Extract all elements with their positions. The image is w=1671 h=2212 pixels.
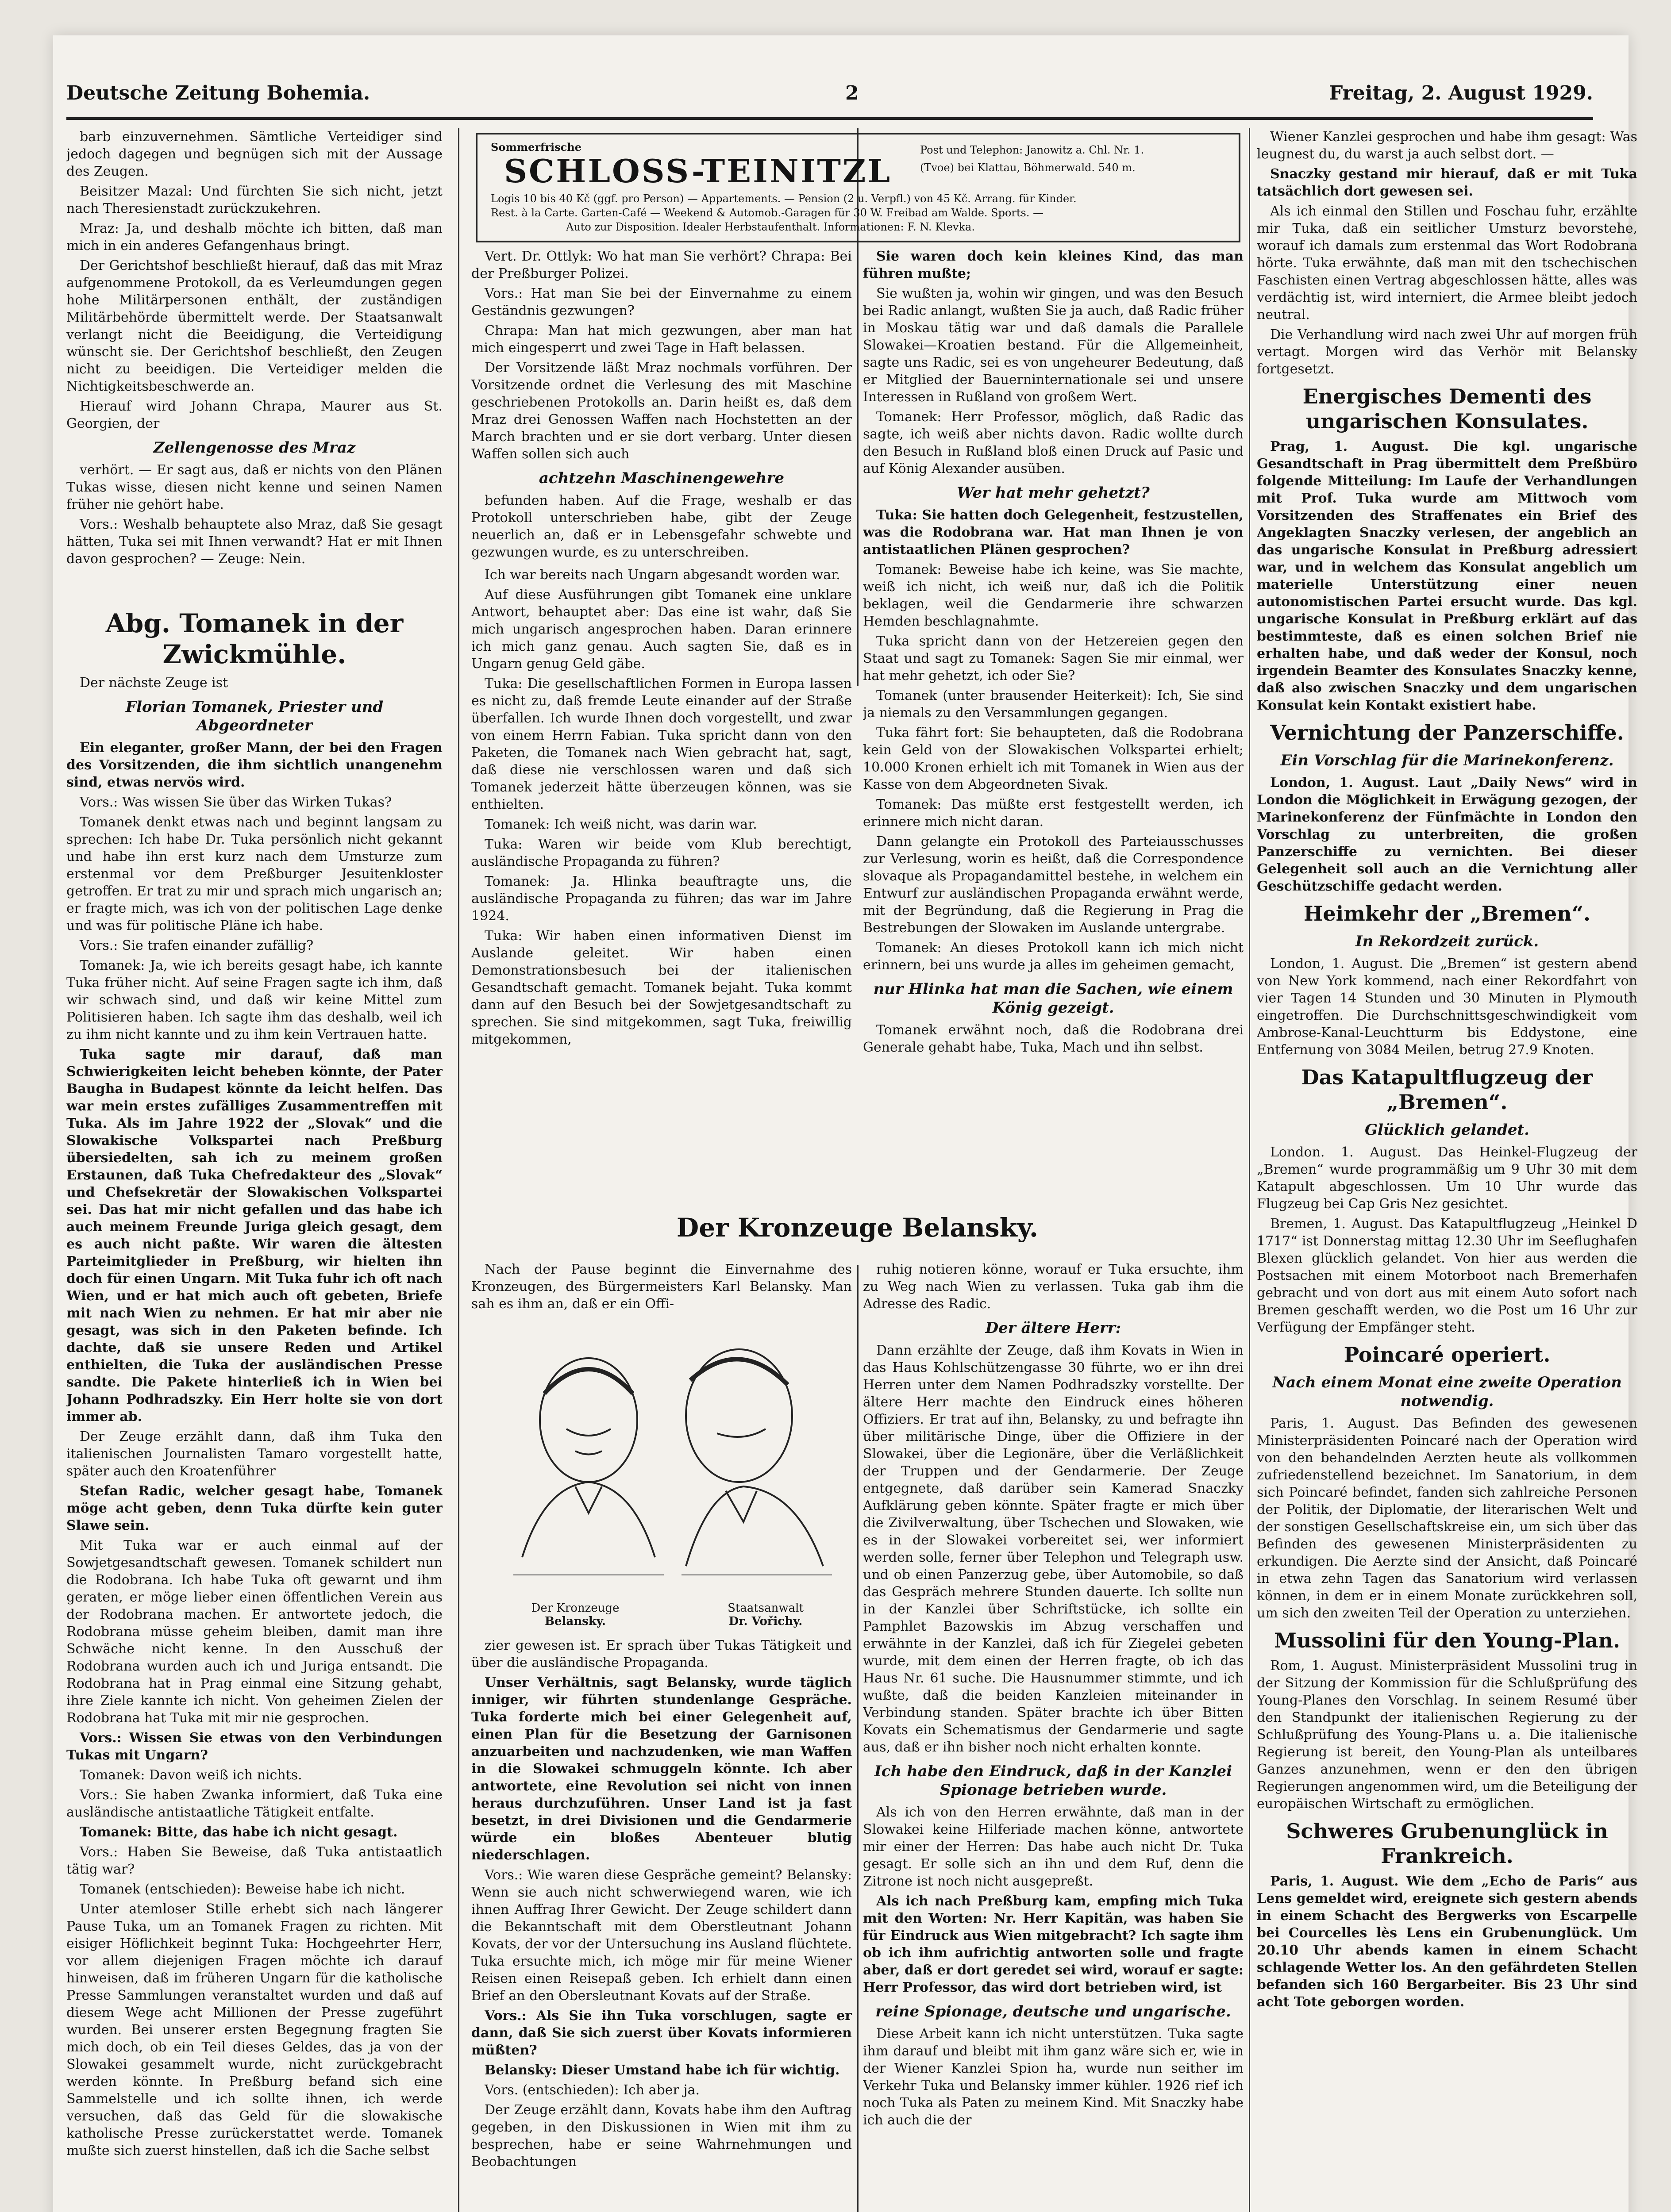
ad-line: Post und Telephon: Janowitz a. Chl. Nr. 1. xyxy=(920,144,1144,156)
headline: Abg. Tomanek in der Zwickmühle. xyxy=(105,608,404,669)
paragraph: Chrapa: Man hat mich gezwungen, aber man hat mich eingesperrt und zwei Tage in Haft belassen. xyxy=(471,323,852,356)
subheading: Florian Tomanek, Priester und Abgeordneter xyxy=(125,698,384,734)
column-divider-3 xyxy=(1249,128,1250,2212)
paragraph: Vors.: Hat man Sie bei der Einvernahme zu einem Geständnis gezwungen? xyxy=(471,286,852,319)
subheading: Ein Vorschlag für die Marinekonferenz. xyxy=(1280,752,1614,769)
header-rule xyxy=(66,117,1593,120)
paragraph: Vors.: Sie trafen einander zufällig? xyxy=(80,938,314,953)
paragraph: Vors.: Sie haben Zwanka informiert, daß Tuka eine ausländische antistaatliche Tätigkeit entfalte. xyxy=(66,1787,443,1820)
paragraph: Tomanek: Ja, wie ich bereits gesagt habe, ich kannte Tuka früher nicht. Auf seine Fragen sagte ich ihm, daß wir schwach sind, und daß wir keine Mittel zum Politisieren haben. Ich sagte ihm das deshalb, weil ich zu ihm nicht kannte und zu ihm kein Vertrauen hatte. xyxy=(66,958,443,1042)
column-1-lower xyxy=(66,602,443,2212)
caption-text: Belansky. xyxy=(545,1615,606,1628)
paragraph: Sie waren doch kein kleines Kind, das man führen mußte; xyxy=(863,249,1244,281)
paragraph: Als ich einmal den Stillen und Foschau fuhr, erzählte mir Tuka, daß ein seitlicher Umsturz bevorstehe, worauf ich damals zum erstenmal das Wort Rodobrana hörte. Tuka erwähnte, daß man mit den tschechischen Faschisten einen Vertrag abgeschlossen hätte, alles was verdächtig ist, wird interniert, die Armee bleibt jedoch neutral. xyxy=(1257,204,1637,323)
ad-line: Rest. à la Carte. Garten-Café — Weekend & Automob.-Garagen für 30 W. Freibad am Walde. Sports. — xyxy=(491,207,1044,219)
paragraph: Mraz: Ja, und deshalb möchte ich bitten, daß man mich in ein anderes Gefangenhaus bringt. xyxy=(66,221,443,253)
masthead-left: Deutsche Zeitung Bohemia. xyxy=(66,82,370,104)
paragraph: Tomanek: Bitte, das habe ich nicht gesagt. xyxy=(80,1824,398,1840)
paragraph: Tomanek denkt etwas nach und beginnt langsam zu sprechen: Ich habe Dr. Tuka persönlich nicht gekannt und habe ihn erst kurz nach dem Umsturze zum erstenmal vor dem Preßburger Jesuitenkloster getroffen. Er trat zu mir und sprach mich ungarisch an; er fragte mich, was ich von der politischen Lage denke und was für politische Pläne ich habe. xyxy=(66,814,443,933)
caption-left xyxy=(500,1601,651,1628)
paragraph: Tuka sagte mir darauf, daß man Schwierigkeiten leicht beheben könnte, der Pater Baugha in Budapest könnte da leicht helfen. Das war mein erstes zufälliges Zusammentreffen mit Tuka. Als im Jahre 1922 der „Slovak“ und die Slowakische Volkspartei nach Preßburg übersiedelten, sah ich zu meinem großen Erstaunen, daß Tuka Chefredakteur des „Slovak“ und Chefsekretär der Slowakischen Volkspartei sei. Das hat mir nicht gefallen und das habe ich auch meinem Freunde Juriga gleich gesagt, dem es auch nicht paßte. Wir waren die ältesten Parteimitglieder in Preßburg, wir hielten ihn doch für einen Ungarn. Mit Tuka fuhr ich oft nach Wien, und er hat mich auch oft gebeten, Briefe mit nach Wien zu nehmen. Er hat mir aber nie gesagt, was sich in den Paketen befinde. Ich dachte, daß sie unsere Reden und Artikel enthielten, die Tuka der ausländischen Presse sandte. Die Pakete hinterließ ich in Wien bei Johann Podhradszky. Ein Herr holte sie von dort immer ab. xyxy=(66,1047,443,1425)
ad-line: Auto zur Disposition. Idealer Herbstaufenthalt. Informationen: F. N. Klevka. xyxy=(566,221,975,233)
subheading: Zellengenosse des Mraz xyxy=(153,439,356,457)
column-4 xyxy=(1257,128,1637,2212)
paragraph: Bremen, 1. August. Das Katapultflugzeug „Heinkel D 1717“ ist Donnerstag mittag 12.30 Uhr im Seeflughafen Blexen glücklich gelandet. Von hier aus werden die Postsachen mit einem Motorboot nach Bremerhafen gebracht und von dort aus mit einem Auto sofort nach Bremen geschafft werden, wo die Post um 16 Uhr zur Verfügung der Empfänger steht. xyxy=(1257,1216,1637,1335)
headline: Mussolini für den Young-Plan. xyxy=(1274,1628,1621,1652)
subheading: nur Hlinka hat man die Sachen, wie einem König gezeigt. xyxy=(873,980,1233,1017)
paragraph: London, 1. August. Laut „Daily News“ wird in London die Möglichkeit in Erwägung gezogen, der Marinekonferenz der Fünfmächte in London den Vorschlag zu unterbreiten, die großen Panzerschiffe zu vernichten. Bei dieser Gelegenheit soll auch an die Vernichtung aller Geschützschiffe gedacht werden. xyxy=(1257,775,1637,894)
paragraph: Rom, 1. August. Ministerpräsident Mussolini trug in der Sitzung der Kommission für die Schlußprüfung des Young-Planes den Vorschlag. In seinem Resumé über den Standpunkt der italienischen Regierung zu der Schlußprüfung des Young-Plans u. a. Die italienische Regierung ist bereit, den Young-Plan als unteilbares Ganzes anzunehmen, wenn er den den übrigen Regierungen angenommen wird, um die Beteiligung der europäischen Wirtschaft zu ermöglichen. xyxy=(1257,1658,1637,1812)
paragraph: Tomanek: An dieses Protokoll kann ich mich nicht erinnern, bei uns wurde ja alles im geheimen gemacht, xyxy=(863,940,1244,973)
paragraph: Nach der Pause beginnt die Einvernahme des Kronzeugen, des Bürgermeisters Karl Belansky. Man sah es ihm an, daß er ein Offi- xyxy=(471,1262,852,1312)
paragraph: Hierauf wird Johann Chrapa, Maurer aus St. Georgien, der xyxy=(66,399,443,431)
subheading: reine Spionage, deutsche und ungarische. xyxy=(875,2003,1231,2020)
kronzeuge-left xyxy=(471,1637,852,2212)
paragraph: London, 1. August. Die „Bremen“ ist gestern abend von New York kommend, nach einer Rekordfahrt von vier Tagen 14 Stunden und 30 Minuten in Plymouth eingetroffen. Die Durchschnittsgeschwindigkeit vom Ambrose-Kanal-Leuchtturm bis Eddystone, eine Entfernung von 3084 Meilen, betrug 27.9 Knoten. xyxy=(1257,956,1637,1058)
paragraph: Tuka spricht dann von der Hetzereien gegen den Staat und sagt zu Tomanek: Sagen Sie mir einmal, wer hat mehr gehetzt, ich oder Sie? xyxy=(863,634,1244,684)
page-header xyxy=(66,82,1593,113)
paragraph: Der nächste Zeuge ist xyxy=(80,675,228,691)
paragraph: Der Vorsitzende läßt Mraz nochmals vorführen. Der Vorsitzende ordnet die Verlesung des mit Maschine geschriebenen Protokolls an. Darin heißt es, daß dem Mraz drei Genossen Waffen nach Hochstetten an der March brachten und er sie dort verbarg. Unter diesen Waffen sollen sich auch xyxy=(471,360,852,462)
paragraph: Vors.: Weshalb behauptete also Mraz, daß Sie gesagt hätten, Tuka sei mit Ihnen verwandt? Hat er mit Ihnen davon gesprochen? — Zeuge: Nein. xyxy=(66,517,443,567)
masthead-date: Freitag, 2. August 1929. xyxy=(1329,82,1593,104)
ad-line: Logis 10 bis 40 Kč (ggf. pro Person) — Appartements. — Pension (2 u. Verpfl.) von 45 Kč. Arrang. für Kinder. xyxy=(491,192,1077,205)
headline: Der Kronzeuge Belansky. xyxy=(676,1213,1039,1243)
paragraph: Beisitzer Mazal: Und fürchten Sie sich nicht, jetzt nach Theresienstadt zurückzukehren. xyxy=(66,184,443,216)
ad-pretitle: Sommerfrische xyxy=(491,141,581,154)
ad-line: (Tvoe) bei Klattau, Böhmerwald. 540 m. xyxy=(920,161,1136,174)
paragraph: Vors.: Was wissen Sie über das Wirken Tukas? xyxy=(80,795,392,810)
paragraph: London. 1. August. Das Heinkel-Flugzeug der „Bremen“ wurde programmäßig um 9 Uhr 30 mit dem Katapult abgeschlossen. Um 10 Uhr wurde das Flugzeug bei Cap Gris Nez gesichtet. xyxy=(1257,1144,1637,1212)
paragraph: ruhig notieren könne, worauf er Tuka ersuchte, ihm zu Weg nach Wien zu verlassen. Tuka gab ihm die Adresse des Radic. xyxy=(863,1262,1244,1312)
kronzeuge-intro xyxy=(471,1261,852,1327)
headline: Poincaré operiert. xyxy=(1344,1343,1551,1367)
paragraph: verhört. — Er sagt aus, daß er nichts von den Plänen Tukas wisse, diesen nicht kenne und seinen Namen früher nie gehört habe. xyxy=(66,462,443,512)
paragraph: Tomanek erwähnt noch, daß die Rodobrana drei Generale gehabt habe, Tuka, Mach und ihn selbst. xyxy=(863,1022,1244,1055)
paragraph: Der Zeuge erzählt dann, Kovats habe ihm den Auftrag gegeben, in den Diskussionen in Wien mit ihm zu besprechen, habe er seine Wahrnehmungen und Beobachtungen xyxy=(471,2102,852,2170)
paragraph: barb einzuvernehmen. Sämtliche Verteidiger sind jedoch dagegen und begnügen sich mit der Aussage des Zeugen. xyxy=(66,129,443,179)
paragraph: Diese Arbeit kann ich nicht unterstützen. Tuka sagte ihm darauf und bleibt mit ihm ganz wäre sich er, wie in der Wiener Kanzlei Spion ha, wurde nun seither im Verkehr Tuka und Belansky immer kühler. 1926 rief ich noch Tuka als Paten zu meinem Kind. Mit Snaczky habe ich auch die der xyxy=(863,2026,1244,2128)
paragraph: Der Gerichtshof beschließt hierauf, daß das mit Mraz aufgenommene Protokoll, da es Verleumdungen gegen hohe Militärpersonen enthält, der zuständigen Militärbehörde übermittelt werde. Der Staatsanwalt verlangt nicht die Beeidigung, die Verteidigung wünscht sie. Der Gerichtshof beschließt, den Zeugen nicht zu beeidigen. Die Verteidiger melden die Nichtigkeitsbeschwerde an. xyxy=(66,258,443,394)
paragraph: Tuka: Sie hatten doch Gelegenheit, festzustellen, was die Rodobrana war. Hat man Ihnen je von antistaatlichen Plänen gesprochen? xyxy=(863,507,1244,557)
paragraph: Tomanek: Ja. Hlinka beauftragte uns, die ausländische Propaganda zu führen; das war im Jahre 1924. xyxy=(471,874,852,924)
paragraph: Vors.: Haben Sie Beweise, daß Tuka antistaatlich tätig war? xyxy=(66,1844,443,1877)
paragraph: Wiener Kanzlei gesprochen und habe ihm gesagt: Was leugnest du, du warst ja auch selbst dort. — xyxy=(1257,129,1637,162)
subheading: Wer hat mehr gehetzt? xyxy=(957,484,1150,502)
paragraph: Belansky: Dieser Umstand habe ich für wichtig. xyxy=(485,2062,840,2078)
paragraph: Tomanek: Davon weiß ich nichts. xyxy=(80,1767,302,1783)
paragraph: Tuka: Wir haben einen informativen Dienst im Auslande geleitet. Wir haben einen Demonstrationsbesuch bei der italienischen Gesandtschaft gemacht. Tomanek bejaht. Tuka kommt dann auf den Besuch bei der Sowjetgesandtschaft zu sprechen. Sie sind mitgekommen, sagt Tuka, freiwillig mitgekommen, xyxy=(471,928,852,1047)
headline: Heimkehr der „Bremen“. xyxy=(1303,902,1591,926)
paragraph: zier gewesen ist. Er sprach über Tukas Tätigkeit und über die ausländische Propaganda. xyxy=(471,1638,852,1671)
paragraph: Unter atemloser Stille erhebt sich nach längerer Pause Tuka, um an Tomanek Fragen zu richten. Mit eisiger Höflichkeit beginnt Tuka: Hochgeehrter Herr, vor allem diejenigen Fragen möchte ich darauf hinweisen, daß im früheren Ungarn für die katholische Presse Sammlungen veranstaltet wurden und daß auf diesem Wege acht Millionen der Presse zugeführt wurden. Bei unserer ersten Begegnung fragten Sie mich doch, ob ein Teil dieses Geldes, das ja von der Slowakei gesammelt wurde, nicht zurückgebracht werden könnte. In Preßburg befand sich eine Sammelstelle und ich sollte ihnen, ich werde versuchen, daß das Geld für die slowakische katholische Presse zurückerstattet werde. Tomanek mußte sich zuerst hinstellen, daß ich die Sache selbst xyxy=(66,1901,443,2158)
paragraph: Auf diese Ausführungen gibt Tomanek eine unklare Antwort, behauptet aber: Das eine ist wahr, daß Sie mich ungarisch angesprochen haben. Daran erinnere ich mich ganz genau. Auch sagten Sie, daß es in Ungarn genug Geld gäbe. xyxy=(471,587,852,672)
paragraph: Dann erzählte der Zeuge, daß ihm Kovats in Wien in das Haus Kohlschützengasse 30 führte, wo er ihn drei Herren unter dem Namen Podhradszky vorstellte. Der ältere Herr machte den Eindruck eines höheren Offiziers. Er trat auf ihn, Belansky, zu und befragte ihn über militärische Dinge, über die Offiziere in der Slowakei, über die Legionäre, über die Verläßlichkeit der Truppen und der Gendarmerie. Der Zeuge entgegnete, daß darüber sein Kamerad Snaczky Aufklärung geben könnte. Später fragte er mich über die Zivilverwaltung, über Tschechen und Slowaken, wie es in der Slowakei vorbereitet sei, wer informiert werden solle, ferner über Telephon und Telegraph usw. und ob einen Panzerzug gebe, über Automobile, so daß das Gespräch mehrere Stunden dauerte. Ich sollte nun in der Kanzlei über Schriftstücke, ich sollte ein Pamphlet Bazowskis im Abzug verschaffen und erwähnte in der Kanzlei, daß ich für Ziegelei gebeten wurde, mit dem einen der Herren fragte, ob ich das Haus Nr. 61 suche. Die Hausnummer stimmte, und ich wußte, daß die beiden Kanzleien miteinander in Verbindung standen. Später brachte ich über Bitten Kovats ein Schematismus der Gendarmerie und sagte aus, daß er ihn bisher noch nicht erhalten konnte. xyxy=(863,1343,1244,1755)
headline: Schweres Grubenunglück in Frankreich. xyxy=(1286,1819,1608,1868)
headline: Vernichtung der Panzerschiffe. xyxy=(1270,721,1624,745)
paragraph: Tuka fährt fort: Sie behaupteten, daß die Rodobrana kein Geld von der Slowakischen Volkspartei erhielt; 10.000 Kronen erhielt ich mit Tomanek in Wien aus der Kasse von dem Abgeordneten Sivak. xyxy=(863,725,1244,792)
paragraph: Tomanek: Beweise habe ich keine, was Sie machte, weiß ich nicht, ich weiß nur, daß ich die Politik beklagen, weil die Gendarmerie ihre schwarzen Hemden beschlagnahmte. xyxy=(863,562,1244,629)
page-number: 2 xyxy=(845,82,859,104)
paragraph: Tomanek: Das müßte erst festgestellt werden, ich erinnere mich nicht daran. xyxy=(863,797,1244,830)
paragraph: Die Verhandlung wird nach zwei Uhr auf morgen früh vertagt. Morgen wird das Verhör mit Belansky fortgesetzt. xyxy=(1257,327,1637,377)
paragraph: Vors.: Als Sie ihn Tuka vorschlugen, sagte er dann, daß Sie sich zuerst über Kovats informieren müßten? xyxy=(471,2008,852,2058)
paragraph: Sie wußten ja, wohin wir gingen, und was den Besuch bei Radic anlangt, wußten Sie ja auch, daß Radic früher in Moskau tätig war und daß damals die Parallele Slowakei—Kroatien bestand. Für die Allgemeinheit, sagte uns Radic, sei es von ungeheurer Bedeutung, daß er Mitglied der Bauerninternationale sei und unsere Interessen in Rußland von großem Wert. xyxy=(863,286,1244,405)
column-divider-2b xyxy=(857,1265,859,2212)
paragraph: Unser Verhältnis, sagt Belansky, wurde täglich inniger, wir führten stundenlange Gespräche. Tuka forderte mich bei einer Gelegenheit auf, einen Plan für die Besetzung der Garnisonen anzuarbeiten und nachzudenken, wie man Waffen in die Slowakei schmuggeln könnte. Ich aber antwortete, eine Revolution sei nicht von innen heraus durchzuführen. Unser Land ist ja fast besetzt, in drei Divisionen und die Gendarmerie würde ein bloßes Abenteuer blutig niederschlagen. xyxy=(471,1675,852,1863)
paragraph: Vors.: Wissen Sie etwas von den Verbindungen Tukas mit Ungarn? xyxy=(66,1730,443,1763)
paragraph: Vert. Dr. Ottlyk: Wo hat man Sie verhört? Chrapa: Bei der Preßburger Polizei. xyxy=(471,249,852,281)
paragraph: Als ich von den Herren erwähnte, daß man in der Slowakei keine Hilferiade machen könne, antwortete mir einer der Herren: Das habe auch nicht Dr. Tuka gesagt. Er solle sich an ihn und dem Ruf, denn die Zitrone ist noch nicht ausgepreßt. xyxy=(863,1805,1244,1889)
headline: Das Katapultflugzeug der „Bremen“. xyxy=(1301,1065,1593,1114)
caption-right xyxy=(690,1601,841,1628)
column-divider-1 xyxy=(458,128,459,2212)
paragraph: Tuka: Die gesellschaftlichen Formen in Europa lassen es nicht zu, daß fremde Leute einander auf der Straße überfallen. Ich wurde Ihnen doch vorgestellt, und zwar von einem Herrn Fabian. Tuka spricht dann von den Paketen, die Tomanek nach Wien gebracht hat, sagt, daß diese nie verschlossen waren und daß sich Tomanek jederzeit hätte überzeugen können, was sie enthielten. xyxy=(471,676,852,812)
subheading: Ich habe den Eindruck, daß in der Kanzlei Spionage betrieben wurde. xyxy=(874,1763,1232,1799)
paragraph: Tomanek: Ich weiß nicht, was darin war. xyxy=(485,817,757,832)
paragraph: Vors.: Wie waren diese Gespräche gemeint? Belansky: Wenn sie auch nicht schwerwiegend waren, wie ich ihnen Auffrag Ihrer Gewicht. Der Zeuge schildert dann die Bekanntschaft mit dem Oberstleutnant Johann Kovats, der vor der Untersuchung ins Ausland flüchtete. Tuka ersuchte mich, ich möge mir für meine Wiener Reisen einen Reisepaß geben. Ich erhielt dann einen Brief an den Obersleutnant Kovats auf der Straße. xyxy=(471,1867,852,2004)
caption-text: Staatsanwalt xyxy=(728,1601,804,1615)
portrait-illustration xyxy=(487,1327,850,1593)
subheading: Nach einem Monat eine zweite Operation notwendig. xyxy=(1272,1374,1622,1410)
paragraph: Der Zeuge erzählt dann, daß ihm Tuka den italienischen Journalisten Tamaro vorgestellt hatte, später auch den Kroatenführer xyxy=(66,1429,443,1479)
paragraph: Als ich nach Preßburg kam, empfing mich Tuka mit den Worten: Nr. Herr Kapitän, was haben Sie für Eindruck aus Wien mitgebracht? Ich sagte ihm ob ich ihm aufrichtig antworten solle und fragte aber, daß er dort geredet sei wird, worauf er sagte: Herr Professor, das wird dort betrieben wird, ist xyxy=(863,1893,1244,1995)
caption-text: Dr. Vořichy. xyxy=(728,1615,803,1628)
paragraph: Mit Tuka war er auch einmal auf der Sowjetgesandtschaft gewesen. Tomanek schildert nun die Rodobrana. Ich habe Tuka oft gewarnt und ihm geraten, er möge lieber einen öffentlichen Verein aus der Rodobrana machen. Er antwortete jedoch, die Rodobrana müsse geheim bleiben, damit man ihre Schwäche nicht kenne. In den Ausschuß der Rodobrana wurden auch ich und Juriga entsandt. Die Rodobrana hat in Prag einmal eine Sitzung gehabt, ihre Ziele kannte ich nicht. Von geheimen Zielen der Rodobrana hat Tuka mit mir nie gesprochen. xyxy=(66,1538,443,1726)
paragraph: befunden haben. Auf die Frage, weshalb er das Protokoll unterschrieben habe, gibt der Zeuge neuerlich an, daß er in Lebensgefahr schwebte und gezwungen wurde, es zu unterschreiben. xyxy=(471,493,852,560)
kronzeuge-right xyxy=(863,1261,1244,2212)
caption-text: Der Kronzeuge xyxy=(531,1601,620,1615)
headline: Energisches Dementi des ungarischen Konsulates. xyxy=(1302,384,1592,433)
paragraph: Paris, 1. August. Wie dem „Echo de Paris“ aus Lens gemeldet wird, ereignete sich gestern abends in einem Schacht des Bergwerks von Escarpelle bei Courcelles lès Lens ein Grubenunglück. Um 20.10 Uhr abends kamen in einem Schacht schlagende Wetter los. An den gefährdeten Stellen befanden sich 160 Bergarbeiter. Bis 23 Uhr sind acht Tote geborgen worden. xyxy=(1257,1874,1637,2010)
subheading: Glücklich gelandet. xyxy=(1364,1121,1530,1139)
paragraph: Snaczky gestand mir hierauf, daß er mit Tuka tatsächlich dort gewesen sei. xyxy=(1257,166,1637,199)
column-2-lower xyxy=(471,566,852,1155)
paragraph: Dann gelangte ein Protokoll des Parteiausschusses zur Verlesung, worin es heißt, daß die Correspondence slovaque als Propagandamittel bestehe, in welchem ein Entwurf zur ausländischen Propaganda erwähnt werde, mit der Begründung, daß die Regierung in Prag die Bestrebungen der Slowaken im Auslande untergrabe. xyxy=(863,834,1244,936)
paragraph: Ich war bereits nach Ungarn abgesandt worden war. xyxy=(485,567,840,583)
paragraph: Vors. (entschieden): Ich aber ja. xyxy=(485,2082,700,2098)
paragraph: Tomanek: Herr Professor, möglich, daß Radic das sagte, ich weiß aber nichts davon. Radic wollte durch den Besuch in Rußland bloß einen Druck auf Pasic und auf König Alexander ausüben. xyxy=(863,409,1244,476)
paragraph: Stefan Radic, welcher gesagt habe, Tomanek möge acht geben, denn Tuka dürfte kein guter Slawe sein. xyxy=(66,1483,443,1533)
column-3 xyxy=(863,248,1244,1159)
subheading: Der ältere Herr: xyxy=(985,1319,1121,1337)
paragraph: Prag, 1. August. Die kgl. ungarische Gesandtschaft in Prag übermittelt dem Preßbüro folgende Mitteilung: Im Laufe der Verhandlungen mit Prof. Tuka wurde am Mittwoch vom Vorsitzenden des Straffenates ein Brief des Angeklagten Snaczky verlesen, der angeblich an das ungarische Konsulat in Preßburg adressiert war, und in welchem das Konsulat angeblich um materielle Unterstützung einer neuen autonomistischen Partei ersucht wurde. Das kgl. ungarische Konsulat in Preßburg erklärt auf das bestimmteste, daß es einen solchen Brief nie erhalten habe, und daß weder der Konsul, noch irgendein Beamter des Konsulates Snaczky kenne, daß also zwischen Snaczky und dem ungarischen Konsulat kein Kontakt existiert habe. xyxy=(1257,439,1637,713)
ad-title: SCHLOSS-TEINITZL xyxy=(504,152,892,190)
subheading: In Rekordzeit zurück. xyxy=(1355,933,1539,950)
paragraph: Ein eleganter, großer Mann, der bei den Fragen des Vorsitzenden, die ihm sichtlich unangenehm sind, etwas nervös wird. xyxy=(66,740,443,790)
paragraph: Paris, 1. August. Das Befinden des gewesenen Ministerpräsidenten Poincaré nach der Operation wird von den behandelnden Aerzten heute als vollkommen zufriedenstellend bezeichnet. Im Sanatorium, in dem sich Poincaré befindet, fanden sich zahlreiche Personen der Politik, der Diplomatie, der literarischen Welt und der sonstigen Gesellschaftskreise ein, um sich über das Befinden des gewesenen Ministerpräsidenten zu erkundigen. Die Aerzte sind der Ansicht, daß Poincaré in etwa zehn Tagen das Sanatorium wird verlassen können, in dem er in einem Monate zurückkehren soll, um sich den zweiten Teil der Operation zu unterziehen. xyxy=(1257,1416,1637,1621)
paragraph: Tomanek (entschieden): Beweise habe ich nicht. xyxy=(80,1882,405,1897)
paragraph: Tuka: Waren wir beide vom Klub berechtigt, ausländische Propaganda zu führen? xyxy=(471,837,852,869)
subheading: achtzehn Maschinengewehre xyxy=(539,469,785,487)
paragraph: Tomanek (unter brausender Heiterkeit): Ich, Sie sind ja niemals zu den Versammlungen gegangen. xyxy=(863,688,1244,721)
advertisement-box xyxy=(476,133,1240,242)
